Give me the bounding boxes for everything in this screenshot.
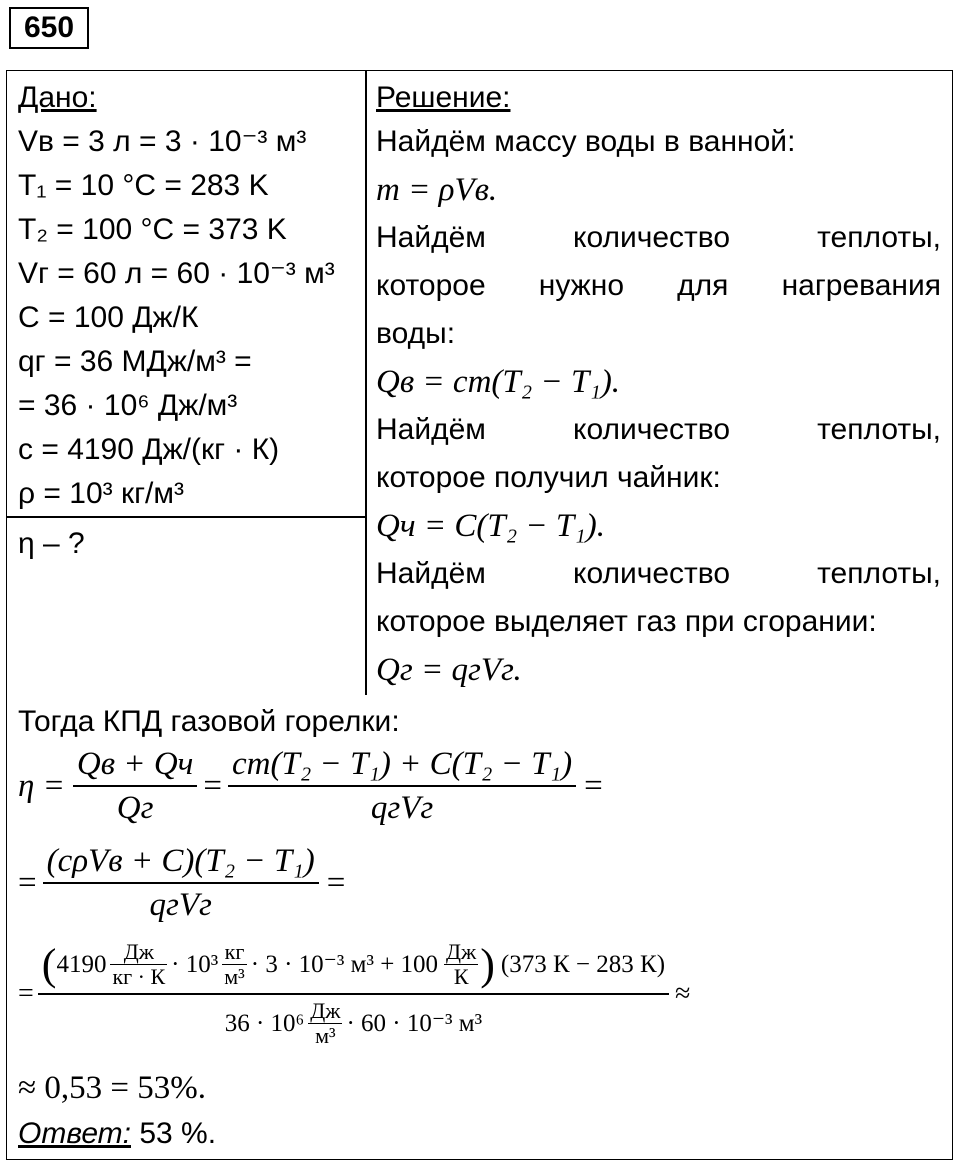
word: которое — [376, 269, 486, 302]
value: · 10³ — [171, 950, 219, 978]
fraction-denominator — [38, 995, 669, 1048]
find-line: η – ? — [18, 527, 85, 560]
solution-text-justified — [376, 554, 941, 594]
fraction-numerator: (cρVв + C)(T₂ − T₁) — [43, 842, 319, 884]
solution-text: которое выделяет газ при сгорании: — [376, 605, 877, 638]
unit-fraction: Дж К — [446, 939, 477, 989]
equals-sign: = — [584, 768, 603, 804]
fraction-numerator: ( 4190 Дж кг · К · 10³ кг м³ · 3 · 10⁻³ м³ + 100 Дж К ) (373 К − 283 К) — [38, 940, 669, 995]
word: Найдём — [376, 221, 486, 254]
answer-label: Ответ: — [18, 1117, 131, 1150]
given-heading: Дано: — [18, 81, 97, 114]
fraction — [73, 745, 198, 827]
equation-q-water: Qв = cm(T₂ − T₁). — [376, 364, 621, 400]
word: теплоты, — [817, 413, 941, 446]
equals-sign: = — [18, 865, 37, 901]
equation-mass: m = ρVв. — [376, 172, 498, 208]
approx-sign: ≈ — [675, 978, 691, 1009]
word: нагревания — [781, 269, 941, 302]
given-line: qг = 36 МДж/м³ = — [18, 345, 252, 378]
word: теплоты, — [817, 557, 941, 590]
answer-value: 53 %. — [131, 1117, 217, 1150]
equals-sign: = — [326, 865, 346, 901]
unit-fraction: кг м³ — [224, 939, 245, 989]
equation-q-kettle: Qч = C(T₂ − T₁). — [376, 508, 606, 544]
given-line: C = 100 Дж/К — [18, 301, 199, 334]
problem-number: 650 — [9, 7, 89, 49]
given-line: T₂ = 100 °C = 373 K — [18, 213, 287, 246]
fraction-denominator: qгVг — [370, 790, 434, 826]
given-line: Vг = 60 л = 60 · 10⁻³ м³ — [18, 257, 335, 290]
word: для — [677, 269, 729, 302]
unit-fraction: Дж кг · К — [112, 939, 166, 989]
value: (373 К − 283 К) — [500, 950, 666, 978]
given-line: ρ = 10³ кг/м³ — [18, 477, 184, 510]
value: · 3 · 10⁻³ м³ + 100 — [250, 950, 439, 978]
word: Найдём — [376, 557, 486, 590]
efficiency-numeric — [18, 940, 690, 1048]
word: количество — [572, 221, 731, 254]
given-divider — [6, 516, 366, 518]
efficiency-formula-1 — [18, 745, 603, 827]
given-line: c = 4190 Дж/(кг · К) — [18, 433, 280, 466]
solution-text: которое получил чайник: — [376, 461, 721, 494]
word: количество — [572, 413, 731, 446]
equation-q-gas: Qг = qгVг. — [376, 652, 522, 688]
fraction-numeric — [38, 940, 669, 1048]
column-divider — [365, 70, 367, 695]
solution-text-justified — [376, 218, 941, 258]
efficiency-intro: Тогда КПД газовой горелки: — [18, 705, 400, 738]
efficiency-result: ≈ 0,53 = 53%. — [18, 1070, 206, 1106]
solution-text-justified — [376, 410, 941, 450]
given-line: Vв = 3 л = 3 · 10⁻³ м³ — [18, 125, 307, 158]
fraction — [43, 842, 319, 924]
efficiency-formula-2 — [18, 842, 345, 924]
word: теплоты, — [817, 221, 941, 254]
eta-lhs: η = — [18, 768, 65, 804]
value: · 60 · 10⁻³ м³ — [346, 1009, 483, 1037]
given-line: T₁ = 10 °C = 283 K — [18, 169, 269, 202]
word: Найдём — [376, 413, 486, 446]
word: нужно — [538, 269, 625, 302]
unit-fraction: Дж м³ — [310, 998, 341, 1048]
fraction-denominator: Qг — [116, 790, 154, 826]
word: количество — [572, 557, 731, 590]
solution-heading: Решение: — [376, 81, 511, 114]
solution-text: воды: — [376, 317, 456, 350]
value: 36 · 10⁶ — [224, 1009, 305, 1037]
answer-line — [18, 1114, 216, 1154]
fraction-denominator: qгVг — [149, 887, 212, 923]
equals-sign: = — [18, 978, 34, 1009]
solution-text: Найдём массу воды в ванной: — [376, 125, 796, 158]
value: 4190 — [56, 950, 107, 978]
given-line: = 36 · 10⁶ Дж/м³ — [18, 389, 238, 422]
equals-sign: = — [203, 768, 223, 804]
fraction-numerator: Qв + Qч — [73, 745, 198, 787]
fraction-numerator: cm(T₂ − T₁) + C(T₂ − T₁) — [228, 745, 576, 787]
solution-text-justified — [376, 266, 941, 306]
fraction — [228, 745, 576, 827]
